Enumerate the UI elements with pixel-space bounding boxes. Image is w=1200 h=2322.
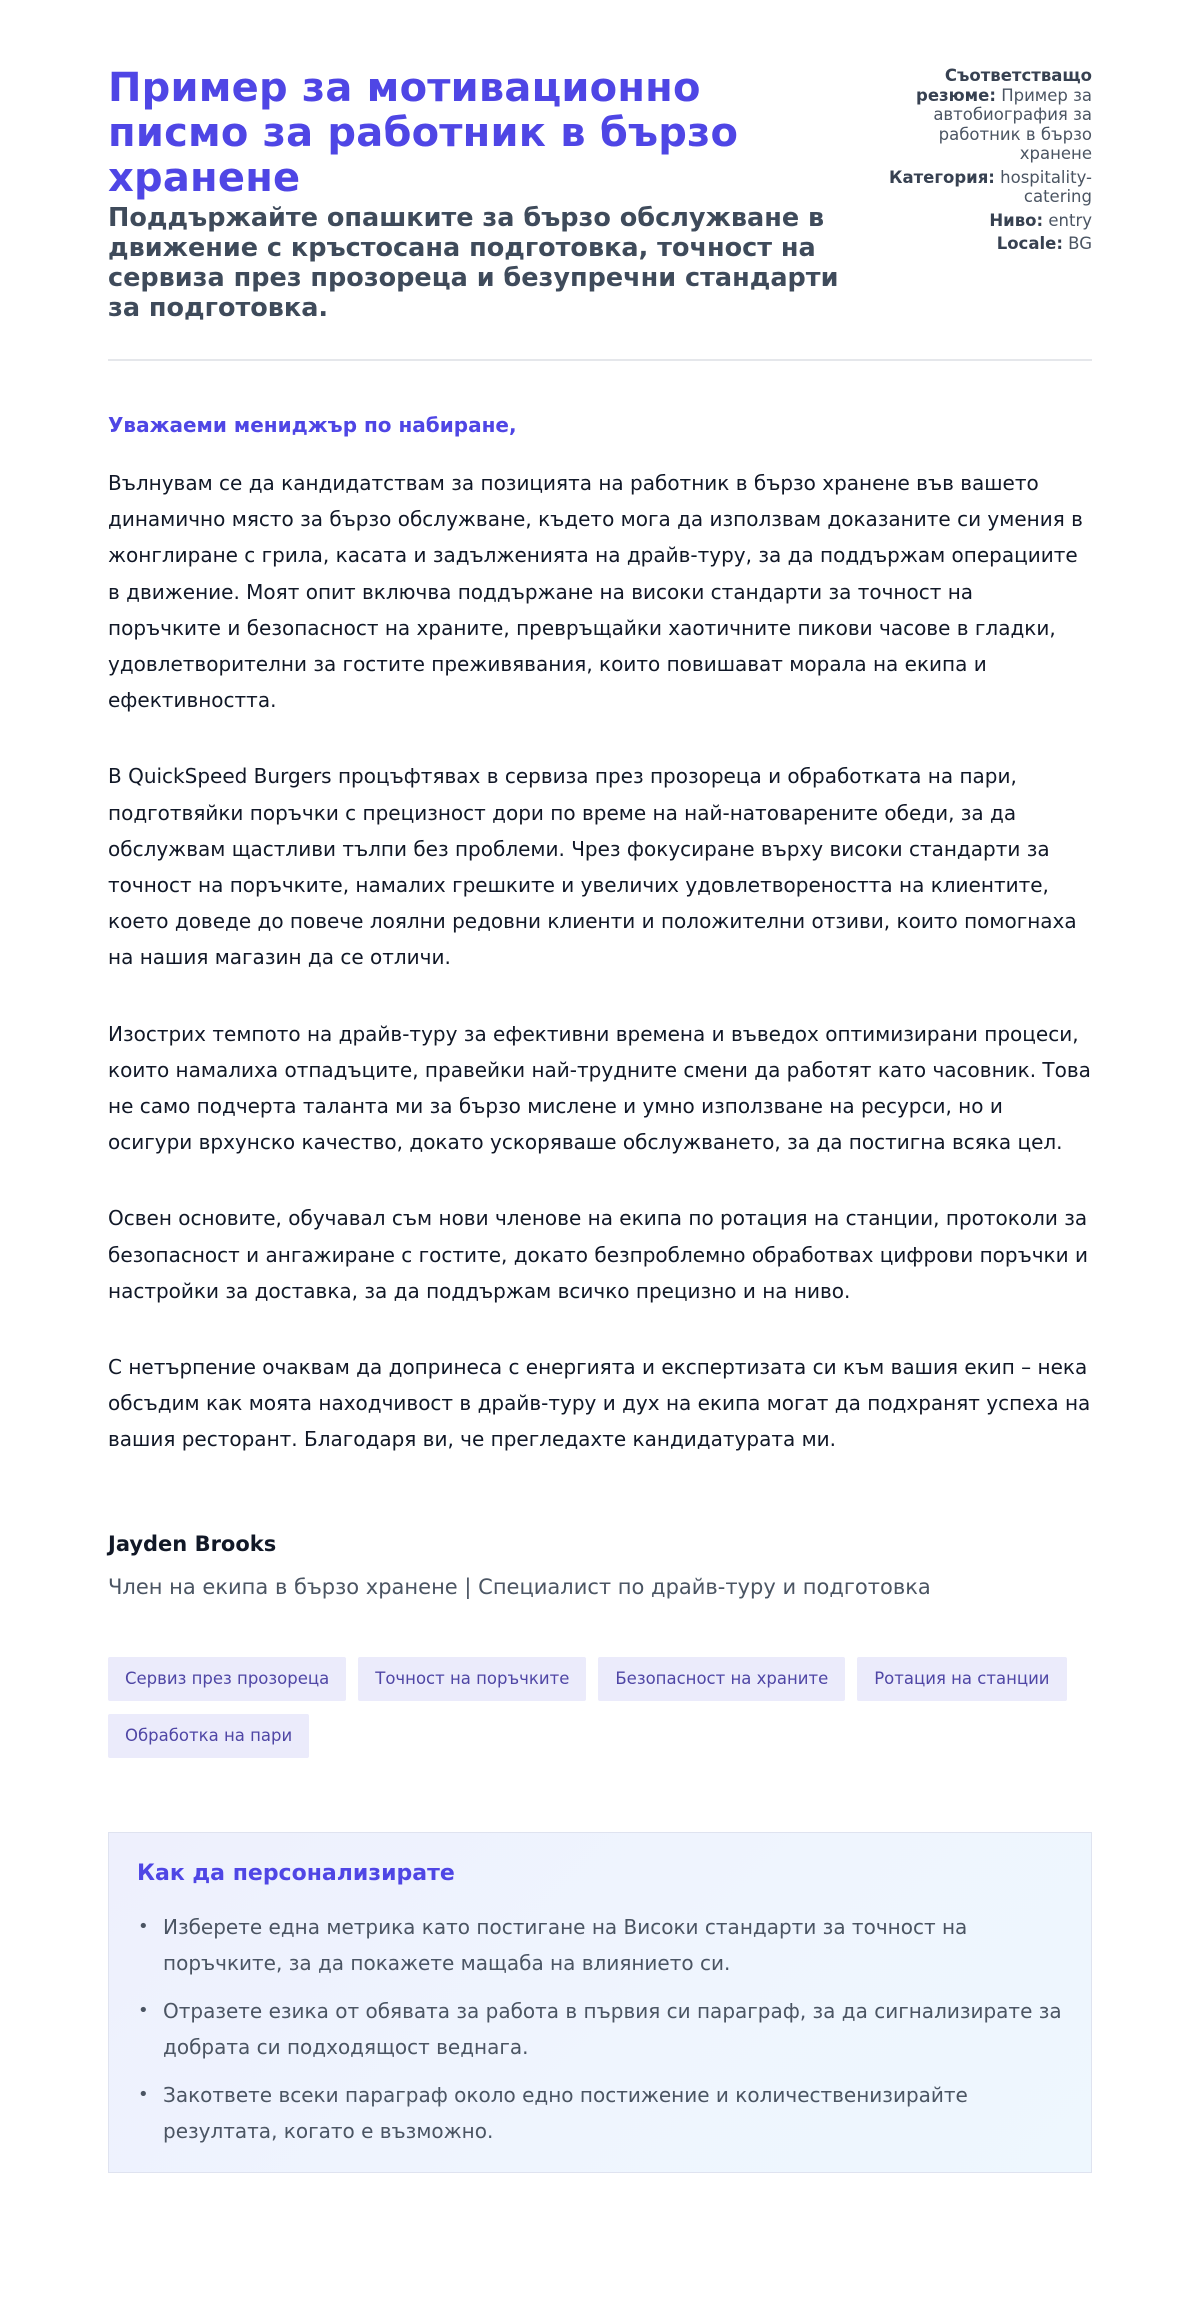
skill-tag: Ротация на станции [857,1657,1066,1701]
skill-tag: Обработка на пари [108,1714,309,1758]
page-title: Пример за мотивационно писмо за работник в бързо хранене [108,65,739,201]
cover-letter-page [108,0,1092,2173]
tip-text: Изберете една метрика като постигане на Високи стандарти за точност на поръчките, за да покажете мащаба на влиянието си. [163,1914,968,1976]
signature [108,1530,1092,1602]
page-subtitle: Поддържайте опашките за бързо обслужване в движение с кръстосана подготовка, точност на сервиза през прозореца и безупречни стандарти за подготовка. [108,203,839,323]
meta-locale-value: BG [1068,234,1092,253]
tips-list-item [137,1909,1063,1982]
tips-list-item [137,1993,1063,2066]
letter-body [108,411,1092,1602]
meta-locale-label: Locale: [996,234,1063,253]
page-header [108,0,1092,361]
skill-tag: Безопасност на храните [598,1657,845,1701]
letter-paragraph-5: С нетърпение очаквам да допринеса с енергията и експертизата си към вашия екип – нека обсъдим как моята находчивост в драйв-туру и дух на екипа могат да подхранят успеха на вашия ресторант. Благодаря ви, че прегледахте кандидатурата ми. [108,1355,1091,1452]
signature-title: Член на екипа в бързо хранене | Специалист по драйв-туру и подготовка [108,1574,931,1599]
tips-list [137,1909,1063,2150]
meta-resume-value: Пример за автобиография за работник в бързо хранене [933,85,1092,163]
meta-level-label: Ниво: [989,210,1044,230]
signature-name: Jayden Brooks [108,1531,277,1556]
personalization-tips-box [108,1832,1092,2173]
meta-level-value: entry [1048,210,1092,230]
skill-tag: Точност на поръчките [358,1657,586,1701]
letter-paragraph-3: Изострих темпото на драйв-туру за ефективни времена и въведох оптимизирани процеси, които намалиха отпадъците, правейки най-трудните смени да работят като часовник. Това не само подчерта таланта ми за бързо мислене и умно използване на ресурси, но и осигури врхунско качество, докато ускоряваше обслужването, за да постигна всяка цел. [108,1021,1091,1155]
bullet-icon: • [138,1999,149,2021]
meta-category-value: hospitality-catering [1000,167,1092,206]
letter-paragraph-1: Вълнувам се да кандидатствам за позицията на работник в бързо хранене във вашето динамично място за бързо обслужване, където мога да използвам доказаните си умения в жонглиране с грила, касата и задълженията на драйв-туру, за да поддържам операциите в движение. Моят опит включва поддържане на високи стандарти за точност на поръчките и безопасност на храните, превръщайки хаотичните пикови часове в гладки, удовлетворителни за гостите преживявания, които повишават морала на екипа и ефективността. [108,471,1083,713]
salutation: Уважаеми мениджър по набиране, [108,413,517,437]
meta-locale [862,234,1092,254]
meta-level [862,211,1092,231]
meta-resume-label: Съответстващо резюме: [916,66,1092,105]
skill-tags [108,1657,1092,1758]
tip-text: Закответе всеки параграф около едно постижение и количественизирайте резултата, когато е възможно. [163,2082,968,2144]
bullet-icon: • [138,2083,149,2105]
meta-category [862,168,1092,207]
tip-text: Отразете езика от обявата за работа в първия си параграф, за да сигнализирате за добрата си подходящост веднага. [163,1998,1062,2060]
bullet-icon: • [138,1915,149,1937]
meta-category-label: Категория: [888,167,995,187]
letter-paragraph-2: В QuickSpeed Burgers процъфтявах в сервиза през прозореца и обработката на пари, подготвяйки поръчки с прецизност дори по време на най-натоварените обеди, за да обслужвам щастливи тълпи без проблеми. Чрез фокусиране върху високи стандарти за точност на поръчките, намалих грешките и увеличих удовлетвореността на клиентите, което доведе до повече лоялни редовни клиенти и положителни отзиви, които помогнаха на нашия магазин да се отличи. [108,764,1077,970]
tips-title: Как да персонализирате [137,1860,455,1886]
letter-paragraph-4: Освен основите, обучавал съм нови членове на екипа по ротация на станции, протоколи за безопасност и ангажиране с гостите, докато безпроблемно обработвах цифрови поръчки и настройки за доставка, за да поддържам всичко прецизно и на ниво. [108,1206,1088,1303]
meta-matching-resume [862,66,1092,164]
meta-panel [862,66,1092,258]
skill-tag: Сервиз през прозореца [108,1657,346,1701]
tips-list-item [137,2077,1063,2150]
